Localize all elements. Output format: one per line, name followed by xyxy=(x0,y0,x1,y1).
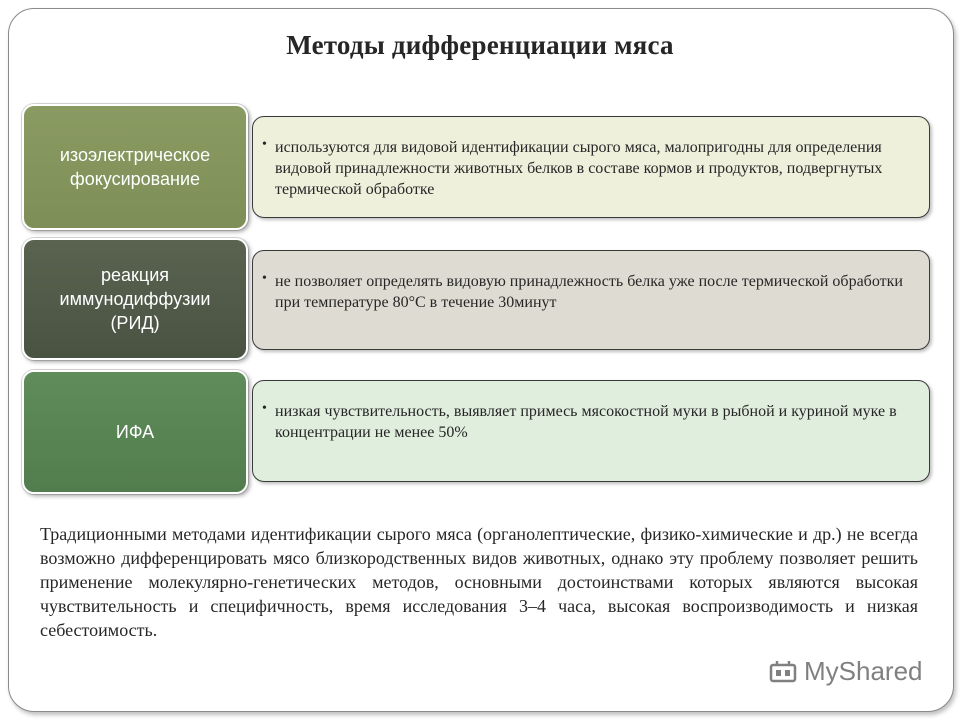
watermark xyxy=(768,656,923,687)
method-label-line: иммунодиффузии xyxy=(59,289,211,309)
watermark-text: MyShared xyxy=(804,656,923,686)
method-label-rid xyxy=(22,238,248,360)
method-label-line: изоэлектрическое xyxy=(59,145,211,165)
method-label-line: реакция xyxy=(100,265,170,285)
method-description-ief xyxy=(252,116,930,218)
method-description-rid xyxy=(252,250,930,350)
method-description-ifa xyxy=(252,380,930,482)
summary-paragraph: Традиционными методами идентификации сырого мяса (органолептические, физико-химические и др.) не всегда возможно дифференцировать мясо близкородственных видов животных, однако эту проблему позволяет решить применение молекулярно-генетических методов, основными достоинствами которых являются высокая чувствительность и специфичность, время исследования 3–4 часа, высокая воспроизводимость и низкая себестоимость. xyxy=(40,524,918,640)
method-label-line: ИФА xyxy=(115,422,155,442)
method-description-text: • низкая чувствительность, выявляет примесь мясокостной муки в рыбной и куриной муке в концентрации не менее 50% xyxy=(275,401,913,443)
myshared-logo-icon xyxy=(768,657,798,687)
method-description-text: • используются для видовой идентификации сырого мяса, малопригодны для определения видовой принадлежности животных белков в составе кормов и продуктов, подвергнутых термической обработке xyxy=(275,137,913,200)
method-description-text: • не позволяет определять видовую принадлежность белка уже после термической обработки при температуре 80°С в течение 30минут xyxy=(275,271,913,313)
method-label-ifa xyxy=(22,370,248,494)
slide-title: Методы дифференциации мяса xyxy=(286,30,674,60)
method-label-ief xyxy=(22,104,248,230)
method-label-line: (РИД) xyxy=(110,313,160,333)
method-label-line: фокусирование xyxy=(69,169,201,189)
